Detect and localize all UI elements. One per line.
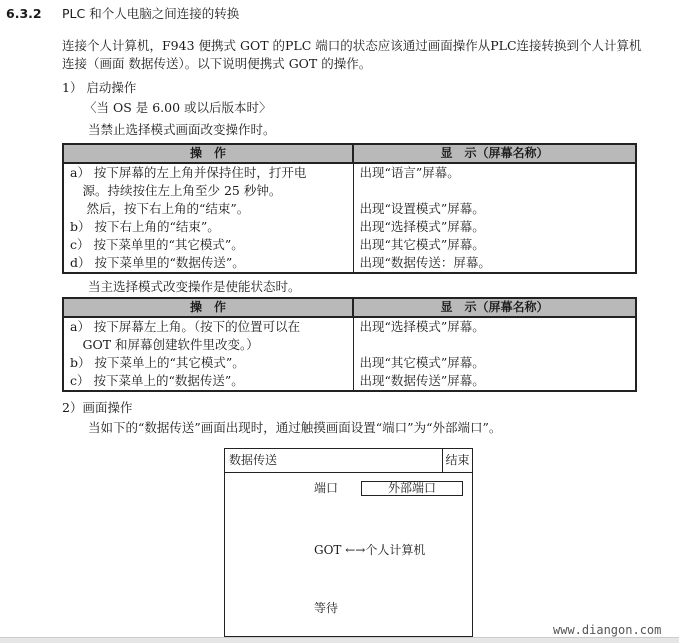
table-row	[63, 236, 636, 254]
cell-operation: c） 按下菜单上的“数据传送”。	[63, 372, 353, 391]
screen-header	[225, 449, 472, 473]
cell-display: 出现“选择模式”屏幕。	[359, 319, 485, 334]
operation-table-2	[62, 297, 637, 392]
cell-display: 出现“选择模式”屏幕。	[359, 219, 485, 234]
cell-operation: b） 按下右上角的“结束”。	[63, 218, 353, 236]
cell-display	[353, 182, 636, 200]
table-row	[63, 317, 636, 336]
end-button[interactable]: 结束	[442, 449, 472, 472]
case1-text: 当禁止选择模式画面改变操作时。	[88, 122, 276, 137]
connection-label: GOT ←→个人计算机	[314, 543, 426, 557]
cell-display: 出现“其它模式”屏幕。	[359, 355, 485, 370]
table-row	[63, 254, 636, 273]
cell-display: 出现“设置模式”屏幕。	[359, 201, 485, 216]
cell-operation: a） 按下屏幕左上角。（按下的位置可以在	[63, 317, 353, 336]
cell-display: 出现“数据传送：屏幕。	[359, 255, 491, 270]
header-operation: 操 作	[63, 298, 353, 317]
os-note: 〈当 OS 是 6.00 或以后版本时〉	[84, 100, 272, 115]
table-row	[63, 200, 636, 218]
section-title: PLC 和个人电脑之间连接的转换	[62, 6, 240, 21]
cell-display: 出现“语言”屏幕。	[359, 165, 460, 180]
header-display: 显 示（屏幕名称）	[353, 298, 636, 317]
cell-display: 出现“数据传送”屏幕。	[359, 373, 485, 388]
cell-operation: 然后，按下右上角的“结束”。	[63, 200, 353, 218]
cell-operation: a） 按下屏幕的左上角并保持住时，打开电	[63, 163, 353, 182]
port-label: 端口	[314, 481, 339, 495]
data-transfer-screen	[224, 448, 473, 637]
watermark: www.diangon.com	[553, 623, 662, 637]
section-number: 6.3.2	[6, 6, 42, 21]
operation-table-1	[62, 143, 637, 274]
cell-display: 出现“其它模式”屏幕。	[359, 237, 485, 252]
cell-operation: b） 按下菜单上的“其它模式”。	[63, 354, 353, 372]
cell-operation: d） 按下菜单里的“数据传送”。	[63, 254, 353, 273]
table-row	[63, 163, 636, 182]
table-row	[63, 218, 636, 236]
table-row	[63, 182, 636, 200]
cell-operation: c） 按下菜单里的“其它模式”。	[63, 236, 353, 254]
cell-operation: GOT 和屏幕创建软件里改变。）	[63, 336, 353, 354]
step1-title: 1） 启动操作	[62, 80, 137, 95]
case2-text: 当主选择模式改变操作是使能状态时。	[88, 279, 301, 294]
cell-operation: 源。持续按住左上角至少 25 秒钟。	[63, 182, 353, 200]
bottom-bar	[0, 637, 679, 643]
cell-display	[353, 336, 636, 354]
step2-title: 2）画面操作	[62, 400, 133, 415]
table-row	[63, 336, 636, 354]
screen-title: 数据传送	[229, 453, 278, 467]
intro-line-2: 连接（画面 数据传送）。以下说明便携式 GOT 的操作。	[62, 56, 372, 71]
port-select[interactable]: 外部端口	[361, 481, 463, 496]
header-display: 显 示（屏幕名称）	[353, 144, 636, 163]
step2-desc: 当如下的“数据传送”画面出现时，通过触摸画面设置“端口”为“外部端口”。	[88, 420, 502, 435]
table-row	[63, 372, 636, 391]
table-row	[63, 354, 636, 372]
status-label: 等待	[314, 601, 339, 615]
header-operation: 操 作	[63, 144, 353, 163]
intro-line-1: 连接个人计算机，F943 便携式 GOT 的PLC 端口的状态应该通过画面操作从PLC连接转换到个人计算机	[62, 38, 642, 53]
